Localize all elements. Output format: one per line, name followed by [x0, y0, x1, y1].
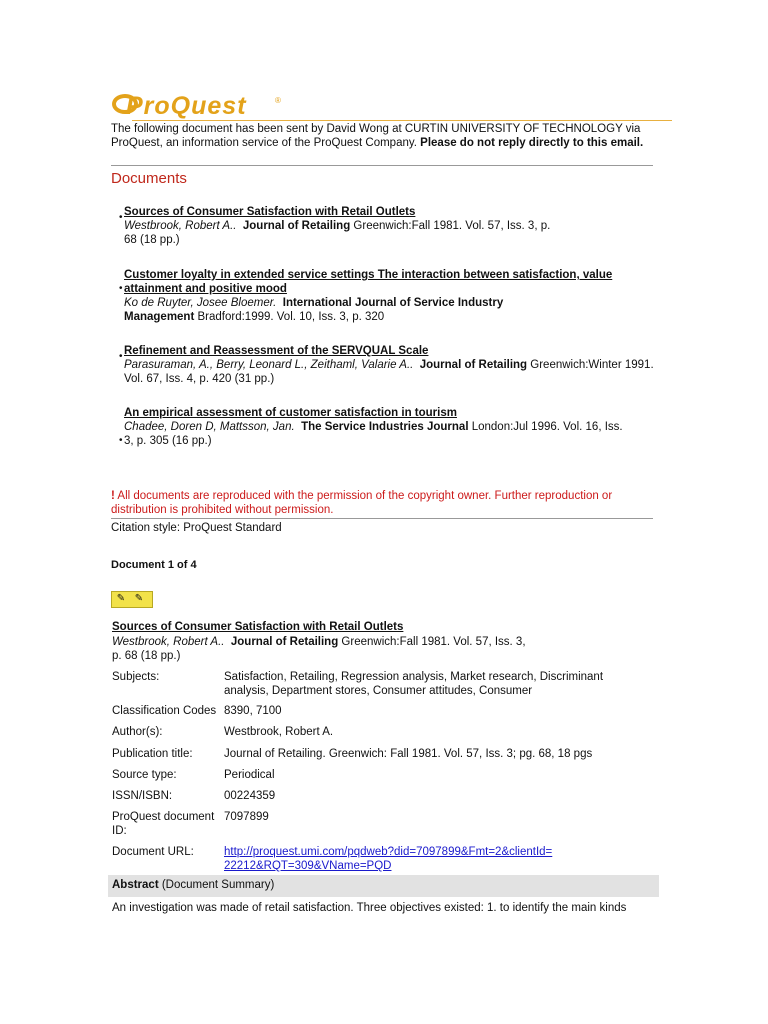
warning-text: All documents are reproduced with the permission of the copyright owner. Further reproduction or distribution is prohibited without permission. [111, 490, 613, 516]
document-authors: Chadee, Doren D, Mattsson, Jan. [124, 421, 295, 433]
intro-message [111, 122, 656, 150]
subjects-label: Subjects: [112, 671, 160, 683]
document-details: London:Jul 1996. Vol. 16, Iss. 3, p. 305 (16 pp.) [124, 421, 623, 447]
document-authors: Parasuraman, A., Berry, Leonard L., Zeithaml, Valarie A.. [124, 359, 414, 371]
detail-authors: Westbrook, Robert A.. [112, 636, 225, 648]
document-authors: Westbrook, Robert A.. [124, 220, 237, 232]
bullet: • [119, 283, 123, 294]
citation-style: Citation style: ProQuest Standard [111, 522, 282, 534]
authors-value: Westbrook, Robert A. [224, 726, 334, 738]
intro-bold-notice: Please do not reply directly to this email. [420, 137, 644, 149]
source-type-value: Periodical [224, 769, 275, 781]
divider [111, 165, 653, 166]
logo-text: ProQuest [126, 92, 247, 120]
document-number: Document 1 of 4 [111, 559, 197, 571]
warning-icon: ! [111, 490, 115, 502]
copyright-warning [111, 489, 656, 517]
document-journal: The Service Industries Journal [301, 421, 469, 433]
classification-label: Classification Codes [112, 705, 217, 717]
document-link[interactable]: Sources of Consumer Satisfaction with Retail Outlets [124, 206, 416, 218]
next-document-icon[interactable]: ✎ [134, 593, 144, 604]
document-id-value: 7097899 [224, 811, 269, 823]
divider [111, 518, 653, 519]
abstract-text: An investigation was made of retail satisfaction. Three objectives existed: 1. to identify the main kinds [112, 902, 627, 914]
document-journal: Journal of Retailing [242, 220, 351, 232]
document-id-label: ProQuest document ID: [112, 811, 215, 837]
publication-title-label: Publication title: [112, 748, 193, 760]
document-url-label: Document URL: [112, 846, 194, 858]
source-type-label: Source type: [112, 769, 177, 781]
document-link[interactable]: Refinement and Reassessment of the SERVQUAL Scale [124, 345, 429, 357]
list-item [119, 268, 654, 324]
document-url-link[interactable]: http://proquest.umi.com/pqdweb?did=7097899&Fmt=2&clientId=22212&RQT=309&VName=PQD [224, 846, 553, 872]
abstract-header [108, 875, 659, 897]
document-link[interactable]: An empirical assessment of customer satisfaction in tourism [124, 407, 457, 419]
documents-heading: Documents [111, 170, 187, 187]
document-authors: Ko de Ruyter, Josee Bloemer. [124, 297, 277, 309]
bullet: • [119, 212, 123, 223]
document-journal: Journal of Retailing [419, 359, 528, 371]
detail-details: Greenwich:Fall 1981. Vol. 57, Iss. 3, [338, 636, 526, 648]
document-journal: International Journal of Service Industry Management [124, 297, 504, 323]
abstract-label: Abstract [112, 879, 159, 891]
subjects-value: Satisfaction, Retailing, Regression analysis, Market research, Discriminant analysis, Department stores, Consumer attitudes, Consumer [224, 671, 604, 697]
proquest-logo [112, 90, 672, 124]
document-details: Bradford:1999. Vol. 10, Iss. 3, p. 320 [194, 311, 385, 323]
detail-citation [112, 635, 657, 663]
list-item [119, 406, 654, 448]
document-details: Greenwich:Fall 1981. Vol. 57, Iss. 3, p. 68 (18 pp.) [124, 220, 551, 246]
publication-title-value: Journal of Retailing. Greenwich: Fall 1981. Vol. 57, Iss. 3; pg. 68, 18 pgs [224, 748, 593, 760]
bullet: • [119, 351, 123, 362]
detail-title[interactable]: Sources of Consumer Satisfaction with Retail Outlets [112, 621, 404, 633]
classification-value: 8390, 7100 [224, 705, 282, 717]
list-item [119, 205, 654, 247]
authors-label: Author(s): [112, 726, 163, 738]
document-link[interactable]: Customer loyalty in extended service settings The interaction between satisfaction, value attainment and positive mood [124, 269, 613, 295]
abstract-suffix: (Document Summary) [158, 879, 275, 891]
list-item [119, 344, 654, 386]
document-details: Greenwich:Winter 1991. Vol. 67, Iss. 4, p. 420 (31 pp.) [124, 359, 654, 385]
issn-value: 00224359 [224, 790, 276, 802]
logo-registered-mark: ® [275, 96, 281, 105]
intro-text: The following document has been sent by David Wong at CURTIN UNIVERSITY OF TECHNOLOGY via ProQuest, an information service of the ProQuest Company. [111, 123, 641, 149]
detail-journal: Journal of Retailing [230, 636, 339, 648]
previous-document-icon[interactable]: ✎ [116, 593, 126, 604]
logo-underline [132, 120, 672, 121]
detail-pages: p. 68 (18 pp.) [112, 650, 181, 662]
bullet: • [119, 435, 123, 446]
document-toolbar [111, 591, 153, 608]
issn-label: ISSN/ISBN: [112, 790, 173, 802]
